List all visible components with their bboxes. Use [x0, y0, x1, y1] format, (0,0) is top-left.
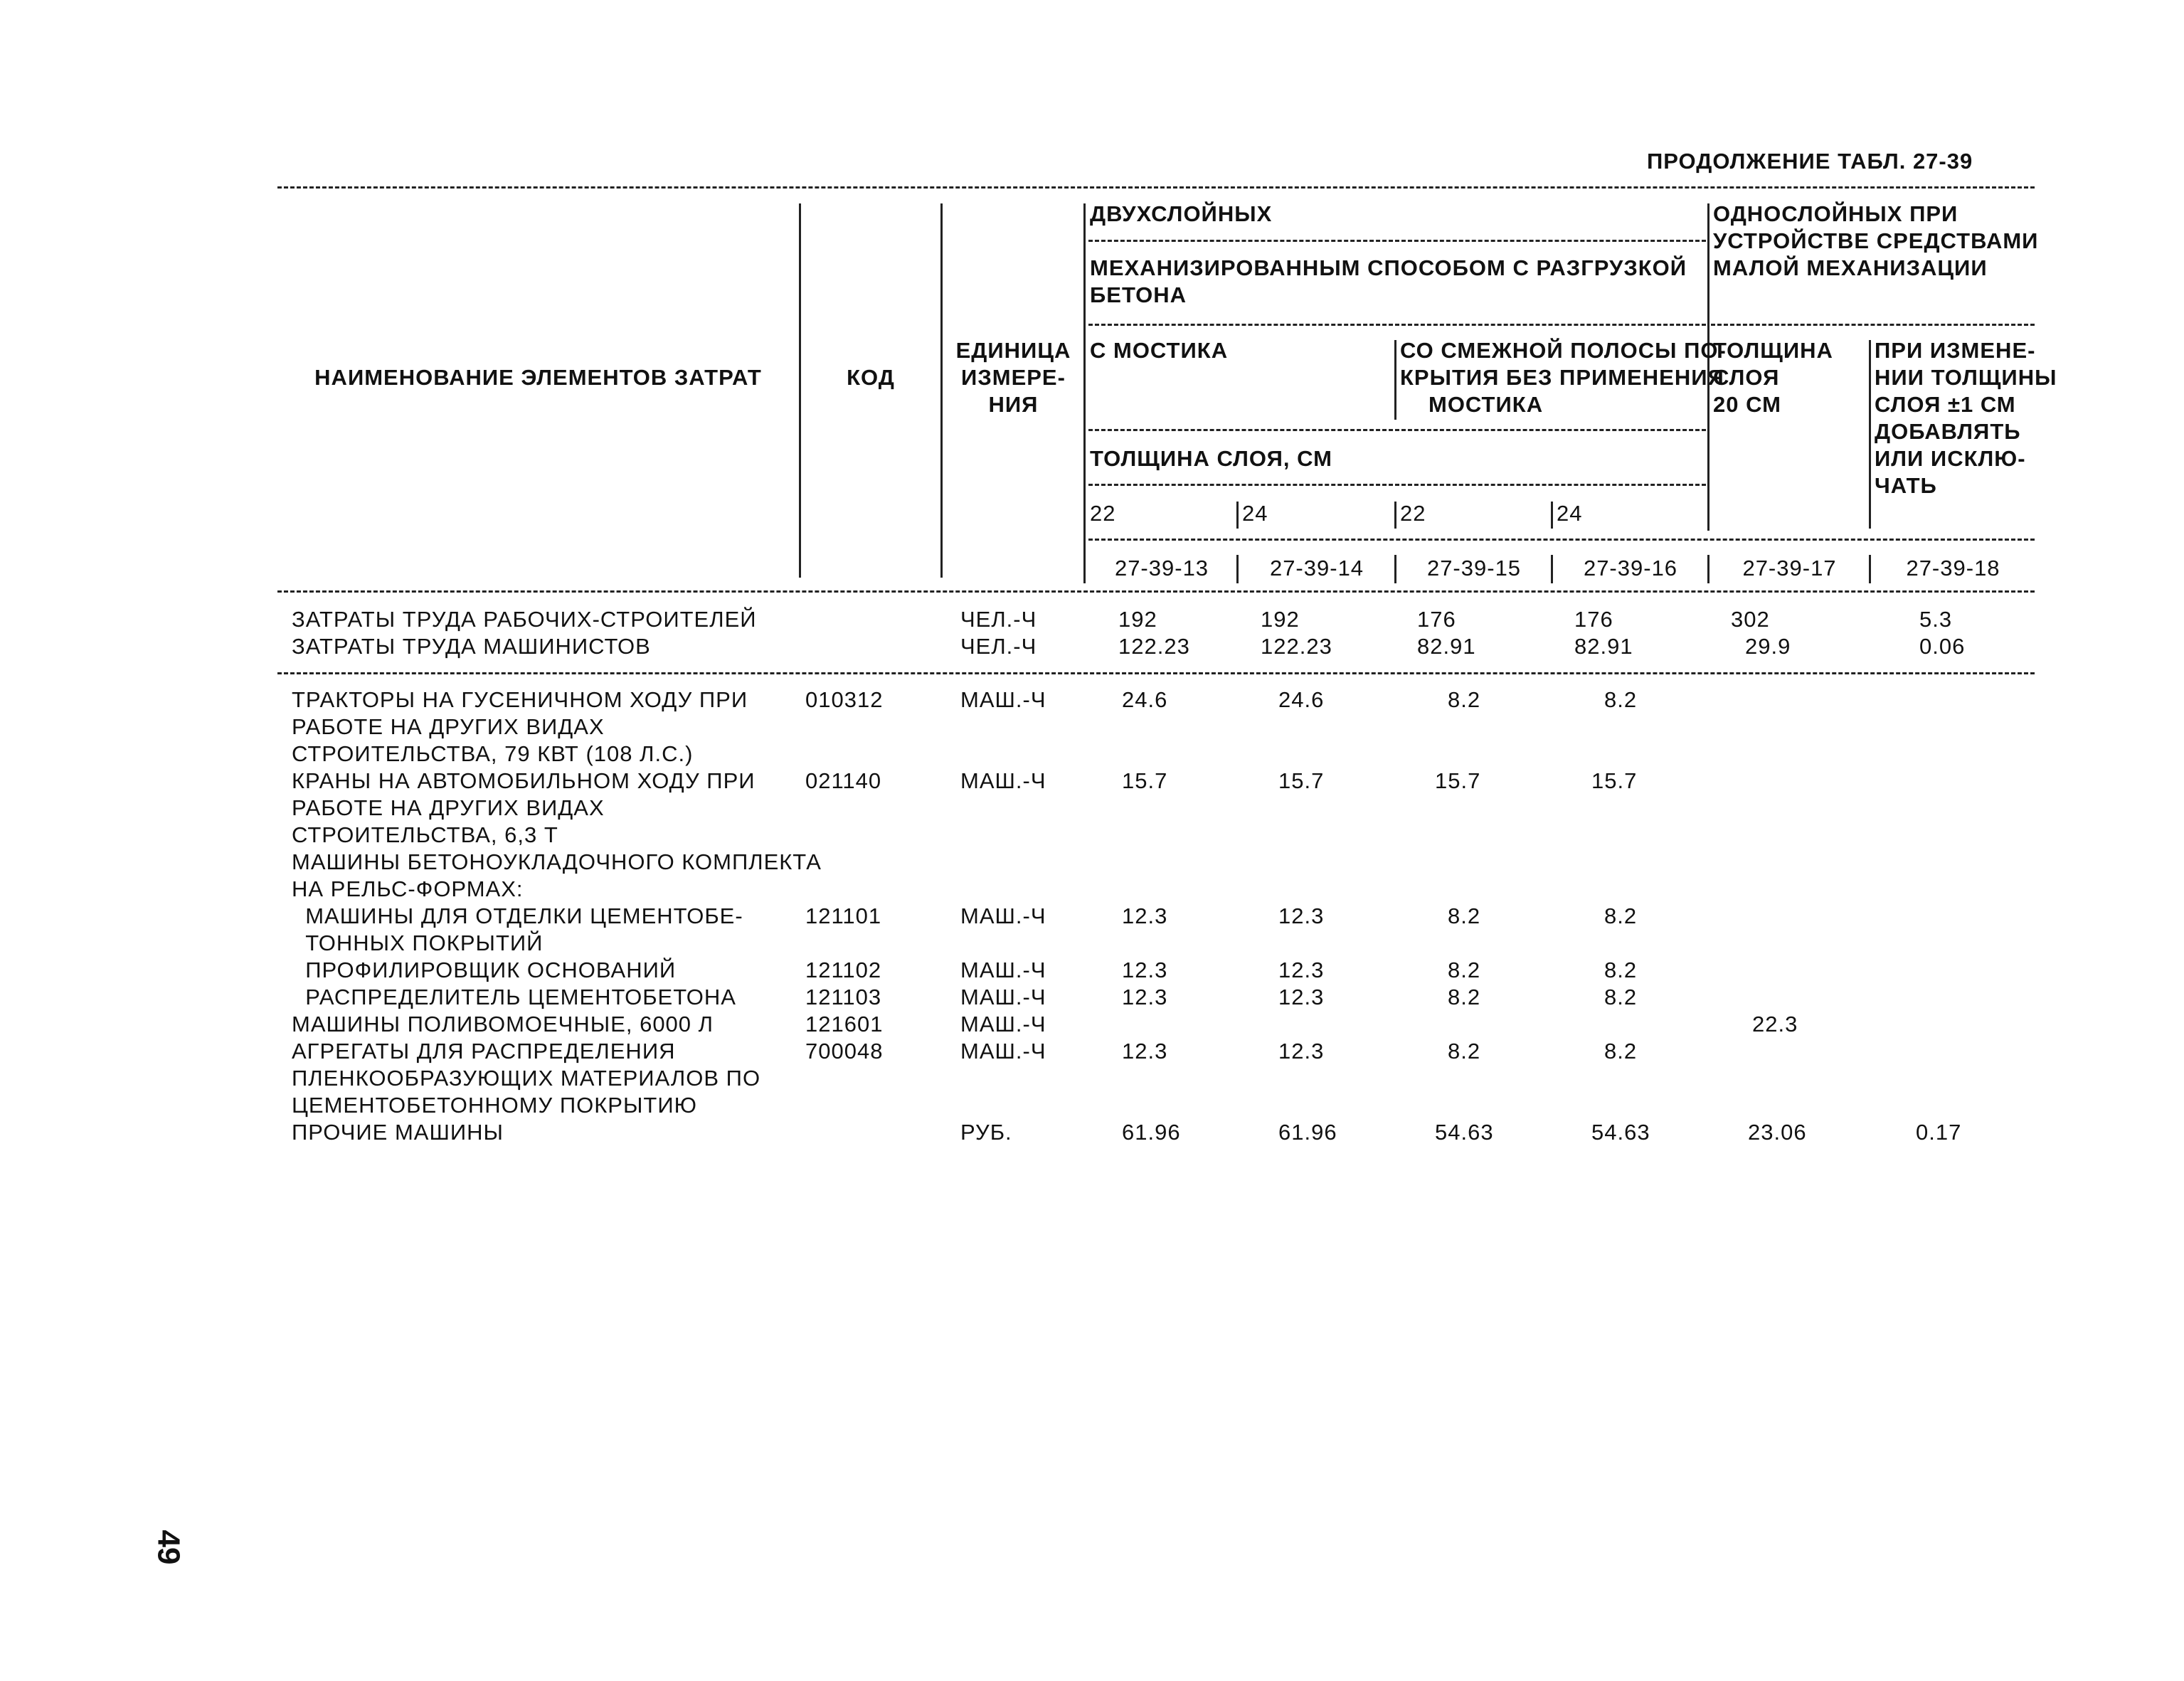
header-divider-change	[1869, 340, 1871, 529]
machine-value: 15.7	[1435, 768, 1481, 793]
machine-name: ПЛЕНКООБРАЗУЮЩИХ МАТЕРИАЛОВ ПО	[292, 1066, 761, 1091]
machine-unit: МАШ.-Ч	[960, 687, 1046, 712]
header-divider-t24a	[1236, 502, 1239, 529]
header-divider-code	[940, 203, 943, 578]
labor-unit-workers: ЧЕЛ.-Ч	[960, 607, 1037, 632]
machine-group-name: МАШИНЫ БЕТОНОУКЛАДОЧНОГО КОМПЛЕКТА	[292, 849, 822, 874]
machine-code: 121103	[805, 985, 882, 1009]
labor-v-workers-6: 5.3	[1919, 607, 1953, 632]
machine-name: РАБОТЕ НА ДРУГИХ ВИДАХ	[292, 795, 605, 820]
machine-value: 61.96	[1278, 1120, 1337, 1145]
labor-v-operators-4: 82.91	[1574, 634, 1633, 659]
labor-v-operators-1: 122.23	[1118, 634, 1190, 659]
code-divider-1	[1083, 555, 1086, 583]
machine-code: 121102	[805, 958, 882, 982]
header-code-6: 27-39-18	[1906, 556, 2000, 580]
header-change-1: ПРИ ИЗМЕНЕ-	[1875, 338, 2036, 363]
machine-name: ПРОФИЛИРОВЩИК ОСНОВАНИЙ	[292, 958, 677, 982]
machine-value: 22.3	[1752, 1012, 1798, 1036]
machine-value: 54.63	[1591, 1120, 1650, 1145]
labor-name-operators: ЗАТРАТЫ ТРУДА МАШИНИСТОВ	[292, 634, 651, 659]
machine-unit: РУБ.	[960, 1120, 1012, 1145]
header-thickness-24b: 24	[1557, 501, 1583, 526]
machine-value: 24.6	[1278, 687, 1325, 712]
header-code-2: 27-39-14	[1269, 556, 1364, 580]
machine-name: МАШИНЫ ПОЛИВОМОЕЧНЫЕ, 6000 Л	[292, 1012, 714, 1036]
machine-value: 15.7	[1591, 768, 1638, 793]
labor-v-workers-2: 192	[1261, 607, 1300, 632]
machine-value: 12.3	[1122, 903, 1168, 928]
machine-name: РАСПРЕДЕЛИТЕЛЬ ЦЕМЕНТОБЕТОНА	[292, 985, 736, 1009]
machine-value: 12.3	[1278, 1039, 1325, 1064]
header-bottom-rule	[277, 590, 2035, 593]
machine-value: 12.3	[1122, 1039, 1168, 1064]
machine-value: 12.3	[1122, 958, 1168, 982]
header-one-layer-3: МАЛОЙ МЕХАНИЗАЦИИ	[1713, 255, 1988, 280]
code-divider-6	[1869, 555, 1871, 583]
machine-value: 8.2	[1604, 903, 1638, 928]
rule-bridge	[1088, 429, 1706, 431]
machine-value: 61.96	[1122, 1120, 1181, 1145]
machine-unit: МАШ.-Ч	[960, 1012, 1046, 1036]
code-divider-2	[1236, 555, 1239, 583]
labor-v-workers-4: 176	[1574, 607, 1613, 632]
machine-code: 121601	[805, 1012, 884, 1036]
header-thickness20-1: ТОЛЩИНА	[1713, 338, 1833, 363]
code-divider-4	[1551, 555, 1553, 583]
labor-v-operators-3: 82.91	[1417, 634, 1476, 659]
labor-v-operators-6: 0.06	[1919, 634, 1966, 659]
labor-v-operators-2: 122.23	[1261, 634, 1332, 659]
machine-value: 8.2	[1448, 687, 1481, 712]
machine-value: 12.3	[1278, 958, 1325, 982]
labor-bottom-rule	[277, 672, 2035, 674]
header-layer-thickness: ТОЛЩИНА СЛОЯ, СМ	[1090, 446, 1332, 471]
header-code-3: 27-39-15	[1426, 556, 1522, 580]
machine-name: МАШИНЫ ДЛЯ ОТДЕЛКИ ЦЕМЕНТОБЕ-	[292, 903, 743, 928]
machine-value: 8.2	[1604, 687, 1638, 712]
labor-v-operators-5: 29.9	[1745, 634, 1791, 659]
machine-value: 12.3	[1278, 985, 1325, 1009]
header-change-6: ЧАТЬ	[1875, 473, 1937, 498]
header-divider-unit	[1083, 203, 1086, 578]
machine-code: 010312	[805, 687, 884, 712]
machine-value: 54.63	[1435, 1120, 1494, 1145]
header-one-layer-2: УСТРОЙСТВЕ СРЕДСТВАМИ	[1713, 228, 2039, 253]
machine-value: 8.2	[1448, 958, 1481, 982]
header-code-5: 27-39-17	[1742, 556, 1837, 580]
machine-name: РАБОТЕ НА ДРУГИХ ВИДАХ	[292, 714, 605, 739]
header-thickness-22b: 22	[1400, 501, 1426, 526]
machine-code: 700048	[805, 1039, 884, 1064]
machine-value: 12.3	[1122, 985, 1168, 1009]
machine-name: ТРАКТОРЫ НА ГУСЕНИЧНОМ ХОДУ ПРИ	[292, 687, 748, 712]
machine-unit: МАШ.-Ч	[960, 1039, 1046, 1064]
machine-value: 15.7	[1122, 768, 1168, 793]
header-mech-2: БЕТОНА	[1090, 282, 1187, 307]
header-code: КОД	[847, 365, 895, 390]
machine-group-name: НА РЕЛЬС-ФОРМАХ:	[292, 876, 524, 901]
machine-name: СТРОИТЕЛЬСТВА, 6,3 Т	[292, 822, 558, 847]
header-code-4: 27-39-16	[1583, 556, 1678, 580]
header-one-layer-1: ОДНОСЛОЙНЫХ ПРИ	[1713, 201, 1958, 226]
header-unit-2: ИЗМЕРЕ-	[961, 365, 1066, 390]
header-unit-3: НИЯ	[988, 392, 1039, 417]
machine-value: 8.2	[1604, 1039, 1638, 1064]
rule-one-layer	[1711, 324, 2035, 326]
code-divider-5	[1707, 555, 1709, 583]
table-top-rule	[277, 186, 2035, 189]
labor-v-workers-3: 176	[1417, 607, 1456, 632]
machine-value: 24.6	[1122, 687, 1168, 712]
machine-value: 8.2	[1604, 958, 1638, 982]
rule-thickness	[1088, 484, 1706, 486]
machine-value: 8.2	[1448, 985, 1481, 1009]
header-change-3: СЛОЯ ±1 СМ	[1875, 392, 2016, 417]
rule-codes	[1088, 539, 2035, 541]
labor-v-workers-5: 302	[1731, 607, 1770, 632]
machine-value: 8.2	[1448, 903, 1481, 928]
header-two-layer: ДВУХСЛОЙНЫХ	[1090, 201, 1273, 226]
code-divider-3	[1394, 555, 1396, 583]
machine-unit: МАШ.-Ч	[960, 903, 1046, 928]
rule-mech	[1088, 324, 1706, 326]
header-adjacent-3: МОСТИКА	[1428, 392, 1544, 417]
machine-name: АГРЕГАТЫ ДЛЯ РАСПРЕДЕЛЕНИЯ	[292, 1039, 676, 1064]
machine-unit: МАШ.-Ч	[960, 985, 1046, 1009]
rule-two-layer	[1088, 240, 1706, 242]
labor-name-workers: ЗАТРАТЫ ТРУДА РАБОЧИХ-СТРОИТЕЛЕЙ	[292, 607, 757, 632]
machine-unit: МАШ.-Ч	[960, 768, 1046, 793]
labor-v-workers-1: 192	[1118, 607, 1157, 632]
machine-value: 0.17	[1916, 1120, 1962, 1145]
header-thickness20-2: СЛОЯ	[1713, 365, 1780, 390]
header-change-2: НИИ ТОЛЩИНЫ	[1875, 365, 2057, 390]
header-thickness-22a: 22	[1090, 501, 1116, 526]
machine-value: 8.2	[1604, 985, 1638, 1009]
header-adjacent-2: КРЫТИЯ БЕЗ ПРИМЕНЕНИЯ	[1400, 365, 1724, 390]
header-code-1: 27-39-13	[1114, 556, 1209, 580]
header-name: НАИМЕНОВАНИЕ ЭЛЕМЕНТОВ ЗАТРАТ	[314, 365, 762, 390]
machine-name: СТРОИТЕЛЬСТВА, 79 КВТ (108 Л.С.)	[292, 741, 694, 766]
machine-value: 23.06	[1748, 1120, 1807, 1145]
header-divider-bridge	[1394, 340, 1396, 420]
machine-unit: МАШ.-Ч	[960, 958, 1046, 982]
machine-name: КРАНЫ НА АВТОМОБИЛЬНОМ ХОДУ ПРИ	[292, 768, 756, 793]
header-from-bridge: С МОСТИКА	[1090, 338, 1229, 363]
header-adjacent-1: СО СМЕЖНОЙ ПОЛОСЫ ПО-	[1400, 338, 1727, 363]
header-mech-1: МЕХАНИЗИРОВАННЫМ СПОСОБОМ С РАЗГРУЗКОЙ	[1090, 255, 1687, 280]
header-unit-1: ЕДИНИЦА	[955, 338, 1071, 363]
labor-unit-operators: ЧЕЛ.-Ч	[960, 634, 1037, 659]
header-change-4: ДОБАВЛЯТЬ	[1875, 419, 2021, 444]
machine-name: ЦЕМЕНТОБЕТОННОМУ ПОКРЫТИЮ	[292, 1093, 697, 1118]
machine-name: ТОННЫХ ПОКРЫТИЙ	[292, 930, 544, 955]
header-divider-t24b	[1551, 502, 1553, 529]
machine-code: 021140	[805, 768, 882, 793]
header-thickness-24a: 24	[1242, 501, 1268, 526]
machine-value: 8.2	[1448, 1039, 1481, 1064]
page-number: 49	[151, 1529, 186, 1565]
machine-name: ПРОЧИЕ МАШИНЫ	[292, 1120, 504, 1145]
header-change-5: ИЛИ ИСКЛЮ-	[1875, 446, 2026, 471]
machine-code: 121101	[805, 903, 882, 928]
machine-value: 12.3	[1278, 903, 1325, 928]
table-caption: ПРОДОЛЖЕНИЕ ТАБЛ. 27-39	[1647, 149, 1973, 174]
header-thickness20-3: 20 СМ	[1713, 392, 1781, 417]
header-divider-t22b	[1394, 502, 1396, 529]
machine-value: 15.7	[1278, 768, 1325, 793]
